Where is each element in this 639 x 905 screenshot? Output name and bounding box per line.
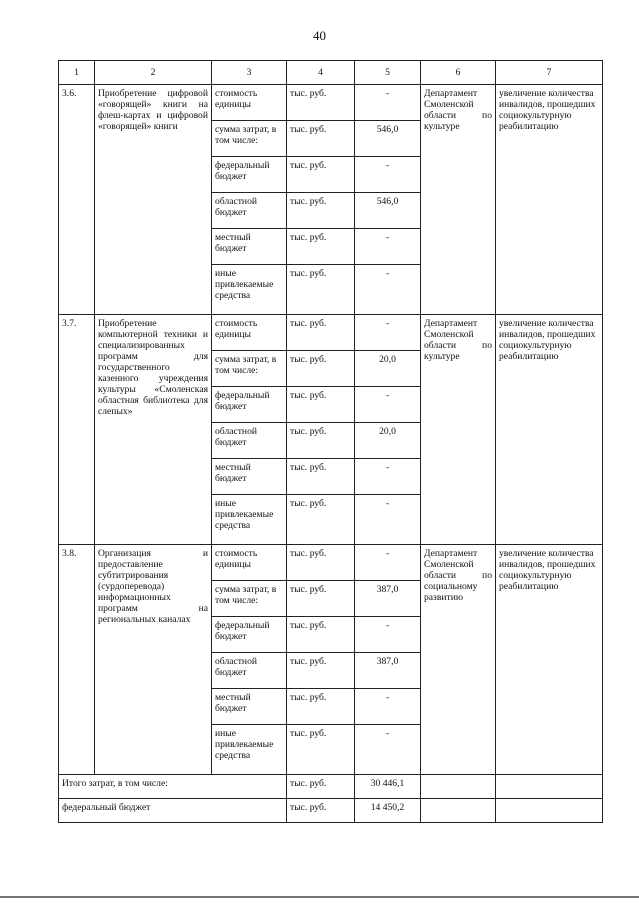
unit-cell: тыс. руб. [287, 121, 355, 157]
empty-cell [496, 799, 603, 823]
indicator-cell: местный бюджет [212, 229, 287, 265]
column-header: 3 [212, 61, 287, 85]
empty-cell [421, 775, 496, 799]
unit-cell: тыс. руб. [287, 689, 355, 725]
indicator-cell: областной бюджет [212, 653, 287, 689]
column-header: 5 [355, 61, 421, 85]
unit-cell: тыс. руб. [287, 157, 355, 193]
table-row [59, 85, 603, 121]
indicator-cell: сумма затрат, в том числе: [212, 581, 287, 617]
unit-cell: тыс. руб. [287, 193, 355, 229]
measure-number: 3.8. [59, 545, 95, 775]
unit-cell: тыс. руб. [287, 387, 355, 423]
indicator-cell: иные привлекаемые средства [212, 495, 287, 545]
indicator-cell: стоимость единицы [212, 315, 287, 351]
unit-cell: тыс. руб. [287, 265, 355, 315]
value-cell: - [355, 689, 421, 725]
unit-cell: тыс. руб. [287, 229, 355, 265]
column-header: 4 [287, 61, 355, 85]
indicator-cell: федеральный бюджет [212, 387, 287, 423]
measure-name: Приобретение цифровой «говорящей» книги на флеш-картах и цифровой «говорящей» книги [95, 85, 212, 315]
indicator-cell: сумма затрат, в том числе: [212, 351, 287, 387]
expected-result: увеличение количества инвалидов, прошедших социокультурную реабилитацию [496, 315, 603, 545]
value-cell: - [355, 725, 421, 775]
table-row [59, 545, 603, 581]
value-cell: 387,0 [355, 581, 421, 617]
responsible-department: Департамент Смоленской области по социальному развитию [421, 545, 496, 775]
value-cell: 546,0 [355, 121, 421, 157]
unit-cell: тыс. руб. [287, 653, 355, 689]
indicator-cell: областной бюджет [212, 423, 287, 459]
column-header: 6 [421, 61, 496, 85]
unit-cell: тыс. руб. [287, 775, 355, 799]
indicator-cell: иные привлекаемые средства [212, 725, 287, 775]
value-cell: 387,0 [355, 653, 421, 689]
program-measures-table [58, 60, 603, 823]
unit-cell: тыс. руб. [287, 799, 355, 823]
empty-cell [421, 799, 496, 823]
value-cell: - [355, 157, 421, 193]
indicator-cell: местный бюджет [212, 459, 287, 495]
unit-cell: тыс. руб. [287, 351, 355, 387]
value-cell: - [355, 459, 421, 495]
column-number-row [59, 61, 603, 85]
total-label: федеральный бюджет [59, 799, 287, 823]
indicator-cell: иные привлекаемые средства [212, 265, 287, 315]
column-header: 1 [59, 61, 95, 85]
total-label: Итого затрат, в том числе: [59, 775, 287, 799]
value-cell: - [355, 545, 421, 581]
value-cell: - [355, 387, 421, 423]
indicator-cell: стоимость единицы [212, 85, 287, 121]
value-cell: - [355, 265, 421, 315]
value-cell: 20,0 [355, 423, 421, 459]
total-value: 14 450,2 [355, 799, 421, 823]
value-cell: 546,0 [355, 193, 421, 229]
measure-number: 3.7. [59, 315, 95, 545]
unit-cell: тыс. руб. [287, 495, 355, 545]
value-cell: - [355, 495, 421, 545]
unit-cell: тыс. руб. [287, 315, 355, 351]
value-cell: - [355, 617, 421, 653]
indicator-cell: сумма затрат, в том числе: [212, 121, 287, 157]
indicator-cell: федеральный бюджет [212, 617, 287, 653]
indicator-cell: стоимость единицы [212, 545, 287, 581]
total-row [59, 799, 603, 823]
measure-name: Приобретение компьютерной техники и специализированных программ для государственного казенного учреждения культуры «Смоленская областная библиотека для слепых» [95, 315, 212, 545]
table-row [59, 315, 603, 351]
unit-cell: тыс. руб. [287, 725, 355, 775]
unit-cell: тыс. руб. [287, 545, 355, 581]
total-row [59, 775, 603, 799]
unit-cell: тыс. руб. [287, 617, 355, 653]
expected-result: увеличение количества инвалидов, прошедших социокультурную реабилитацию [496, 545, 603, 775]
value-cell: - [355, 315, 421, 351]
column-header: 2 [95, 61, 212, 85]
responsible-department: Департамент Смоленской области по культуре [421, 315, 496, 545]
responsible-department: Департамент Смоленской области по культуре [421, 85, 496, 315]
empty-cell [496, 775, 603, 799]
value-cell: - [355, 229, 421, 265]
measure-name: Организация и предоставление субтитрирования (сурдоперевода) информационных программ на региональных каналах [95, 545, 212, 775]
measure-number: 3.6. [59, 85, 95, 315]
unit-cell: тыс. руб. [287, 581, 355, 617]
expected-result: увеличение количества инвалидов, прошедших социокультурную реабилитацию [496, 85, 603, 315]
value-cell: 20,0 [355, 351, 421, 387]
page-bottom-border [0, 896, 639, 898]
unit-cell: тыс. руб. [287, 459, 355, 495]
total-value: 30 446,1 [355, 775, 421, 799]
unit-cell: тыс. руб. [287, 423, 355, 459]
indicator-cell: областной бюджет [212, 193, 287, 229]
value-cell: - [355, 85, 421, 121]
column-header: 7 [496, 61, 603, 85]
unit-cell: тыс. руб. [287, 85, 355, 121]
indicator-cell: местный бюджет [212, 689, 287, 725]
indicator-cell: федеральный бюджет [212, 157, 287, 193]
page-number: 40 [313, 28, 326, 43]
